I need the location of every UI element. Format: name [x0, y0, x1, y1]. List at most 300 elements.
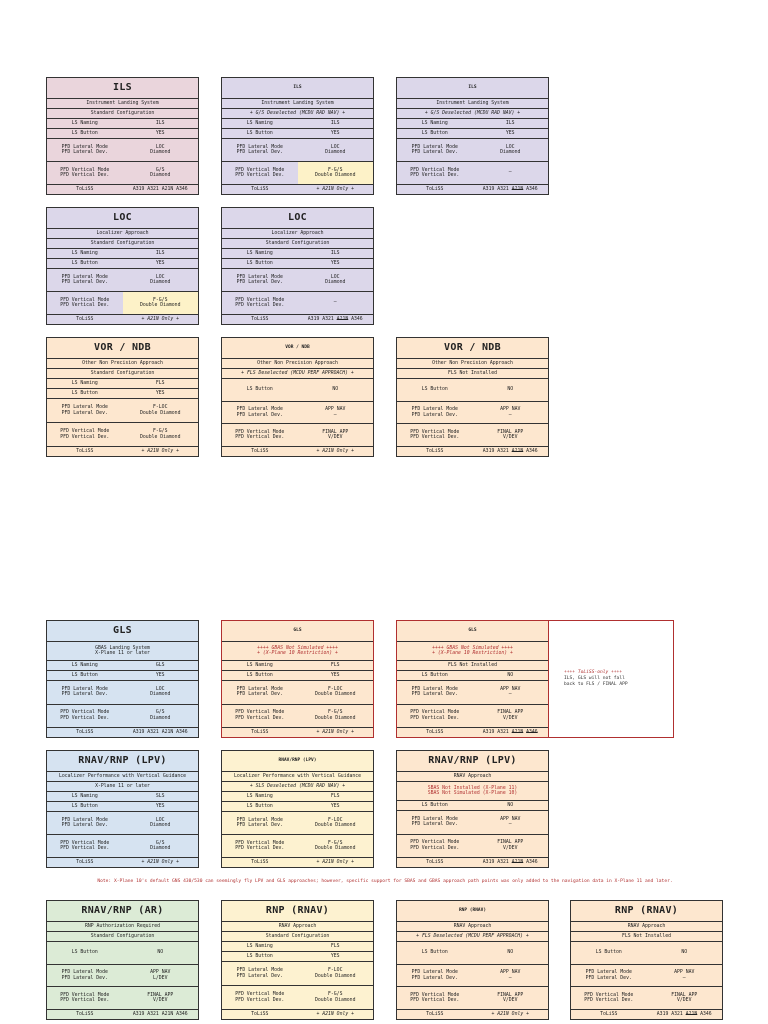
config-label: LS Naming: [246, 250, 273, 256]
card-subtitle: FLS Not Installed: [397, 661, 548, 671]
approach-card: [46, 77, 199, 195]
aircraft-text: + A21N Only +: [141, 316, 180, 322]
config-label: PFD Lateral Mode PFD Lateral Dev.: [236, 817, 283, 828]
config-row: [397, 139, 548, 162]
aircraft-footer: [222, 728, 373, 737]
config-label: LS Button: [246, 260, 273, 266]
config-row: [397, 119, 548, 129]
config-row: [397, 705, 548, 729]
config-label: PFD Vertical Mode PFD Vertical Dev.: [235, 992, 285, 1003]
config-row: [222, 962, 373, 986]
config-label: LS Naming: [421, 120, 448, 126]
config-value: F-G/S Double Diamond: [140, 429, 181, 440]
config-label: LS Button: [421, 802, 448, 808]
approach-card: [396, 337, 549, 457]
card-subtitle: Instrument Landing System: [397, 99, 548, 109]
card-title: ILS: [47, 78, 198, 99]
config-row: [222, 812, 373, 835]
config-value: G/S Diamond: [150, 710, 171, 721]
config-value: F-G/S Double Diamond: [123, 292, 199, 314]
card-subtitle: Standard Configuration: [47, 239, 198, 249]
config-row: [222, 986, 373, 1010]
aircraft-list: [298, 187, 374, 193]
config-label: LS Naming: [246, 793, 273, 799]
config-value: ILS: [330, 120, 340, 126]
config-row: [222, 162, 373, 185]
config-label: LS Naming: [71, 662, 98, 668]
footer-label: ToLiSS: [426, 186, 444, 192]
aircraft-list: [473, 860, 549, 866]
card-subtitle: RNAV Approach: [397, 922, 548, 932]
aircraft-text: A346: [523, 859, 538, 865]
config-value: LOC Diamond: [150, 817, 171, 828]
config-row: [397, 942, 548, 965]
config-label: LS Naming: [71, 793, 98, 799]
aircraft-unsupported: A21N: [511, 859, 524, 865]
config-label: PFD Vertical Mode PFD Vertical Dev.: [410, 429, 460, 441]
card-subtitle: SBAS Not Installed (X-Plane 11) SBAS Not Simulated (X-Plane 10): [397, 782, 548, 801]
aircraft-footer: [397, 728, 548, 737]
aircraft-unsupported: A21N: [511, 186, 524, 192]
config-value: YES: [155, 130, 165, 136]
config-value: LOC Diamond: [150, 144, 171, 155]
config-row: [222, 802, 373, 812]
config-label: PFD Vertical Mode PFD Vertical Dev.: [235, 710, 285, 721]
aircraft-text: + A21N Only +: [491, 1011, 530, 1017]
card-subtitle: Other Non Precision Approach: [47, 359, 198, 369]
config-label: LS Button: [71, 130, 98, 136]
config-row: [222, 379, 373, 402]
config-label: PFD Vertical Mode PFD Vertical Dev.: [60, 167, 110, 178]
aircraft-list: [298, 730, 374, 736]
config-value: ILS: [155, 120, 165, 126]
config-label: LS Button: [246, 672, 273, 678]
config-row: [222, 402, 373, 425]
config-label: LS Naming: [246, 662, 273, 668]
card-subtitle: Standard Configuration: [47, 369, 198, 379]
config-label: PFD Vertical Mode PFD Vertical Dev.: [60, 710, 110, 721]
config-label: PFD Lateral Mode PFD Lateral Dev.: [411, 144, 458, 155]
config-value: LOC Diamond: [325, 274, 346, 285]
card-title: LOC: [222, 208, 373, 229]
footer-label: ToLiSS: [251, 859, 269, 865]
config-row: [397, 681, 548, 705]
config-value: FLS: [155, 380, 165, 386]
config-row: [222, 139, 373, 162]
config-value: GLS: [155, 662, 165, 668]
aircraft-list: [298, 317, 374, 323]
config-label: PFD Lateral Mode PFD Lateral Dev.: [61, 686, 108, 698]
config-value: NO: [507, 672, 514, 678]
config-label: LS Button: [71, 390, 98, 396]
config-row: [47, 129, 198, 139]
config-value: APP NAV –: [325, 407, 346, 418]
config-label: PFD Vertical Mode PFD Vertical Dev.: [410, 167, 460, 178]
config-label: PFD Vertical Mode PFD Vertical Dev.: [60, 429, 110, 440]
config-label: LS Button: [71, 803, 98, 809]
config-row: [47, 249, 198, 259]
aircraft-footer: [397, 858, 548, 867]
config-row: [397, 379, 548, 402]
config-label: PFD Lateral Mode PFD Lateral Dev.: [236, 407, 283, 418]
aircraft-unsupported: A346: [526, 729, 538, 735]
config-value: F-G/S Double Diamond: [315, 992, 356, 1003]
config-value: APP NAV –: [674, 970, 695, 981]
config-value: YES: [155, 672, 165, 678]
config-label: LS Naming: [71, 250, 98, 256]
config-value: NO: [507, 802, 514, 808]
aircraft-text: A346: [523, 448, 538, 454]
config-label: PFD Vertical Mode PFD Vertical Dev.: [410, 992, 460, 1004]
config-row: [222, 792, 373, 802]
aircraft-footer: [222, 1010, 373, 1019]
config-row: [397, 965, 548, 988]
config-label: LS Button: [246, 953, 273, 959]
card-subtitle: Localizer Performance with Vertical Guidance: [222, 772, 373, 782]
config-row: [222, 119, 373, 129]
aircraft-text: + A21N Only +: [316, 1011, 355, 1017]
config-value: LOC Diamond: [150, 686, 171, 698]
card-title: RNP (RNAV): [571, 901, 722, 922]
card-title: LOC: [47, 208, 198, 229]
card-subtitle: Standard Configuration: [47, 932, 198, 942]
config-value: FINAL APP V/DEV: [497, 710, 524, 721]
config-value: G/S Diamond: [150, 840, 171, 851]
config-label: PFD Lateral Mode PFD Lateral Dev.: [411, 816, 458, 828]
config-label: LS Button: [246, 130, 273, 136]
footer-label: ToLiSS: [426, 1011, 444, 1017]
config-value: APP NAV –: [500, 407, 521, 418]
card-title: VOR / NDB: [222, 338, 373, 359]
config-label: PFD Lateral Mode PFD Lateral Dev.: [411, 686, 458, 698]
toliss-only-note-line: ILS, GLS will not fall: [564, 676, 625, 681]
toliss-only-note-line: back to FLS / FINAL APP: [564, 682, 628, 687]
config-row: [47, 705, 198, 729]
config-label: PFD Lateral Mode PFD Lateral Dev.: [236, 144, 283, 155]
footer-label: ToLiSS: [76, 729, 94, 735]
config-value: FINAL APP V/DEV: [497, 840, 524, 851]
config-row: [47, 119, 198, 129]
config-row: [222, 424, 373, 447]
config-value: FINAL APP V/DEV: [322, 429, 349, 441]
aircraft-footer: [397, 185, 548, 194]
aircraft-footer: [397, 1010, 548, 1019]
config-value: G/S Diamond: [150, 167, 171, 178]
config-label: PFD Lateral Mode PFD Lateral Dev.: [411, 407, 458, 418]
config-row: [47, 139, 198, 162]
config-label: PFD Lateral Mode PFD Lateral Dev.: [61, 405, 108, 416]
config-label: PFD Lateral Mode PFD Lateral Dev.: [585, 970, 632, 981]
config-label: PFD Vertical Mode PFD Vertical Dev.: [410, 840, 460, 851]
config-row: [222, 681, 373, 705]
aircraft-text: A346: [697, 1011, 712, 1017]
config-label: LS Button: [421, 387, 448, 393]
aircraft-list: [123, 730, 199, 736]
config-row: [397, 987, 548, 1010]
approach-card: [46, 620, 199, 738]
config-value: F-G/S Double Diamond: [315, 710, 356, 721]
config-row: [222, 292, 373, 315]
aircraft-text: + A21N Only +: [141, 859, 180, 865]
aircraft-footer: [222, 315, 373, 324]
aircraft-footer: [47, 728, 198, 737]
aircraft-footer: [397, 447, 548, 456]
config-row: [47, 269, 198, 292]
config-row: [47, 389, 198, 399]
config-label: LS Button: [71, 260, 98, 266]
config-value: FINAL APP V/DEV: [147, 992, 174, 1004]
config-row: [222, 269, 373, 292]
config-value: APP NAV L/DEV: [150, 970, 171, 981]
approach-card: [221, 900, 374, 1020]
config-value: –: [508, 170, 512, 176]
config-value: FINAL APP V/DEV: [497, 992, 524, 1004]
config-row: [397, 801, 548, 811]
config-value: FLS: [330, 662, 340, 668]
aircraft-text: + A21N Only +: [316, 186, 355, 192]
config-label: LS Button: [71, 950, 98, 956]
card-title: RNAV/RNP (LPV): [47, 751, 198, 772]
footer-label: ToLiSS: [76, 859, 94, 865]
aircraft-text: + A21N Only +: [316, 729, 355, 735]
config-row: [47, 812, 198, 835]
config-value: YES: [330, 672, 340, 678]
approach-card: [46, 750, 199, 868]
config-row: [222, 705, 373, 729]
card-subtitle: Localizer Approach: [47, 229, 198, 239]
config-row: [571, 987, 722, 1010]
footer-label: ToLiSS: [76, 186, 94, 192]
card-subtitle: Standard Configuration: [222, 239, 373, 249]
card-title: RNAV/RNP (LPV): [222, 751, 373, 772]
aircraft-text: A319 A321 A21N A346: [132, 729, 188, 735]
config-value: –: [333, 300, 337, 306]
config-label: PFD Vertical Mode PFD Vertical Dev.: [60, 297, 110, 308]
approach-card: [221, 620, 374, 738]
card-subtitle: Localizer Approach: [222, 229, 373, 239]
aircraft-text: A319 A321: [307, 316, 337, 322]
card-subtitle: + FLS Deselected (MCDU PERF APPROACH) +: [222, 369, 373, 379]
config-label: PFD Vertical Mode PFD Vertical Dev.: [410, 710, 460, 721]
config-value: NO: [157, 950, 164, 956]
approach-card: [570, 900, 723, 1020]
aircraft-footer: [571, 1010, 722, 1019]
aircraft-list: [123, 1012, 199, 1018]
card-title: ILS: [397, 78, 548, 99]
card-title: RNAV/RNP (AR): [47, 901, 198, 922]
aircraft-footer: [222, 185, 373, 194]
footer-label: ToLiSS: [426, 859, 444, 865]
config-label: PFD Lateral Mode PFD Lateral Dev.: [61, 817, 108, 828]
config-value: YES: [330, 130, 340, 136]
card-subtitle: ++++ GBAS Not Simulated ++++ + (X-Plane 10 Restriction) +: [222, 642, 373, 661]
card-subtitle: + FLS Deselected (MCDU PERF APPROACH) +: [397, 932, 548, 942]
approach-card: [396, 77, 549, 195]
aircraft-text: + A21N Only +: [141, 448, 180, 454]
config-value: YES: [505, 130, 515, 136]
config-value: NO: [507, 950, 514, 956]
config-value: FINAL APP V/DEV: [671, 992, 698, 1004]
aircraft-text: A319 A321: [482, 729, 512, 735]
approach-card: [46, 337, 199, 457]
config-row: [397, 811, 548, 835]
aircraft-text: + A21N Only +: [316, 859, 355, 865]
config-label: LS Naming: [71, 380, 98, 386]
aircraft-unsupported: A21N: [511, 448, 524, 454]
config-label: LS Naming: [246, 120, 273, 126]
aircraft-footer: [222, 858, 373, 867]
toliss-only-note-header: ++++ ToLiSS-only ++++: [564, 670, 623, 675]
xplane-footnote: Note: X-Plane 10's default GNS 430/530 can seemingly fly LPV and GLS approaches; however, specific support for SBAS and GBAS approach path points was only added to the navigation data in X-Plane 11 and later.: [97, 879, 673, 884]
footer-label: ToLiSS: [76, 316, 94, 322]
config-value: ILS: [330, 250, 340, 256]
config-row: [47, 671, 198, 681]
config-value: NO: [332, 387, 339, 393]
toliss-only-note: [548, 620, 674, 738]
card-subtitle: X-Plane 11 or later: [47, 782, 198, 792]
config-value: FLS: [330, 793, 340, 799]
footer-label: ToLiSS: [251, 1011, 269, 1017]
config-row: [47, 162, 198, 185]
aircraft-unsupported: A21N: [511, 729, 524, 735]
aircraft-footer: [47, 1010, 198, 1019]
config-value: YES: [330, 260, 340, 266]
config-label: LS Button: [421, 130, 448, 136]
config-row: [222, 661, 373, 671]
config-row: [222, 671, 373, 681]
config-label: LS Button: [246, 387, 273, 393]
aircraft-text: A319 A321: [656, 1011, 686, 1017]
footer-label: ToLiSS: [426, 729, 444, 735]
config-row: [222, 835, 373, 858]
config-row: [47, 661, 198, 671]
config-label: LS Button: [246, 803, 273, 809]
card-subtitle: + SLS Deselected (MCDU RAD NAV) +: [222, 782, 373, 792]
approach-card: [221, 750, 374, 868]
config-row: [222, 259, 373, 269]
config-value: YES: [330, 953, 340, 959]
card-title: RNP (RNAV): [222, 901, 373, 922]
config-value: F-LOC Double Diamond: [315, 686, 356, 698]
config-row: [47, 965, 198, 988]
config-label: PFD Lateral Mode PFD Lateral Dev.: [236, 968, 283, 979]
aircraft-footer: [47, 185, 198, 194]
aircraft-text: A319 A321: [482, 448, 512, 454]
config-value: YES: [155, 390, 165, 396]
aircraft-footer: [222, 447, 373, 456]
approach-card: [46, 900, 199, 1020]
config-value: NO: [507, 387, 514, 393]
card-title: VOR / NDB: [47, 338, 198, 359]
footer-label: ToLiSS: [251, 316, 269, 322]
aircraft-text: A319 A321: [482, 186, 512, 192]
aircraft-list: [123, 187, 199, 193]
aircraft-unsupported: A21N: [336, 316, 349, 322]
config-label: PFD Vertical Mode PFD Vertical Dev.: [60, 840, 110, 851]
config-label: PFD Vertical Mode PFD Vertical Dev.: [60, 992, 110, 1004]
config-label: LS Naming: [71, 120, 98, 126]
config-value: LOC Diamond: [325, 144, 346, 155]
config-row: [222, 952, 373, 962]
card-title: GLS: [47, 621, 198, 642]
aircraft-list: [647, 1012, 723, 1018]
config-value: F-LOC Double Diamond: [315, 968, 356, 979]
approach-card: [396, 900, 549, 1020]
config-value: SLS: [155, 793, 165, 799]
aircraft-list: [298, 1012, 374, 1018]
card-subtitle: RNAV Approach: [222, 922, 373, 932]
config-row: [47, 835, 198, 858]
config-row: [47, 987, 198, 1010]
config-label: PFD Lateral Mode PFD Lateral Dev.: [61, 970, 108, 981]
aircraft-text: A319 A321 A21N A346: [132, 1011, 188, 1017]
aircraft-list: [473, 187, 549, 193]
config-value: LOC Diamond: [500, 144, 521, 155]
config-label: PFD Lateral Mode PFD Lateral Dev.: [236, 274, 283, 285]
config-row: [47, 681, 198, 705]
card-subtitle: + G/S Deselected (MCDU RAD NAV) +: [222, 109, 373, 119]
approach-card: [221, 337, 374, 457]
aircraft-list: [473, 449, 549, 455]
config-value: YES: [155, 803, 165, 809]
footer-label: ToLiSS: [251, 186, 269, 192]
config-value: F-G/S Double Diamond: [315, 840, 356, 851]
config-value: FLS: [330, 943, 340, 949]
config-row: [571, 942, 722, 965]
aircraft-text: A346: [348, 316, 363, 322]
config-value: ILS: [155, 250, 165, 256]
config-label: LS Button: [421, 950, 448, 956]
approach-card: [221, 77, 374, 195]
approach-card: [396, 620, 549, 738]
aircraft-text: + A21N Only +: [316, 448, 355, 454]
config-label: PFD Vertical Mode PFD Vertical Dev.: [235, 840, 285, 851]
aircraft-list: [123, 317, 199, 323]
aircraft-unsupported: A21N: [685, 1011, 698, 1017]
config-value: F-LOC Double Diamond: [140, 405, 181, 416]
card-title: RNP (RNAV): [397, 901, 548, 922]
aircraft-list: [298, 860, 374, 866]
config-value: F-LOC Double Diamond: [315, 817, 356, 828]
card-subtitle: ++++ GBAS Not Simulated ++++ + (X-Plane 10 Restriction) +: [397, 642, 548, 661]
aircraft-list: [123, 449, 199, 455]
approach-card: [221, 207, 374, 325]
aircraft-footer: [47, 858, 198, 867]
aircraft-list: [298, 449, 374, 455]
config-value: FINAL APP V/DEV: [497, 429, 524, 441]
approach-card: [396, 750, 549, 868]
config-label: PFD Lateral Mode PFD Lateral Dev.: [61, 144, 108, 155]
aircraft-list: [473, 1012, 549, 1018]
config-value: YES: [155, 260, 165, 266]
config-row: [47, 423, 198, 447]
config-row: [397, 129, 548, 139]
config-label: PFD Lateral Mode PFD Lateral Dev.: [411, 970, 458, 981]
config-value: YES: [330, 803, 340, 809]
config-label: PFD Lateral Mode PFD Lateral Dev.: [236, 686, 283, 698]
footer-label: ToLiSS: [426, 448, 444, 454]
config-label: LS Button: [595, 950, 622, 956]
card-subtitle: FLS Not Installed: [571, 932, 722, 942]
approach-card: [46, 207, 199, 325]
config-value: APP NAV –: [500, 686, 521, 698]
card-subtitle: Localizer Performance with Vertical Guidance: [47, 772, 198, 782]
aircraft-footer: [47, 315, 198, 324]
config-label: PFD Vertical Mode PFD Vertical Dev.: [235, 167, 285, 178]
config-row: [397, 402, 548, 425]
aircraft-footer: [47, 447, 198, 456]
config-row: [222, 942, 373, 952]
